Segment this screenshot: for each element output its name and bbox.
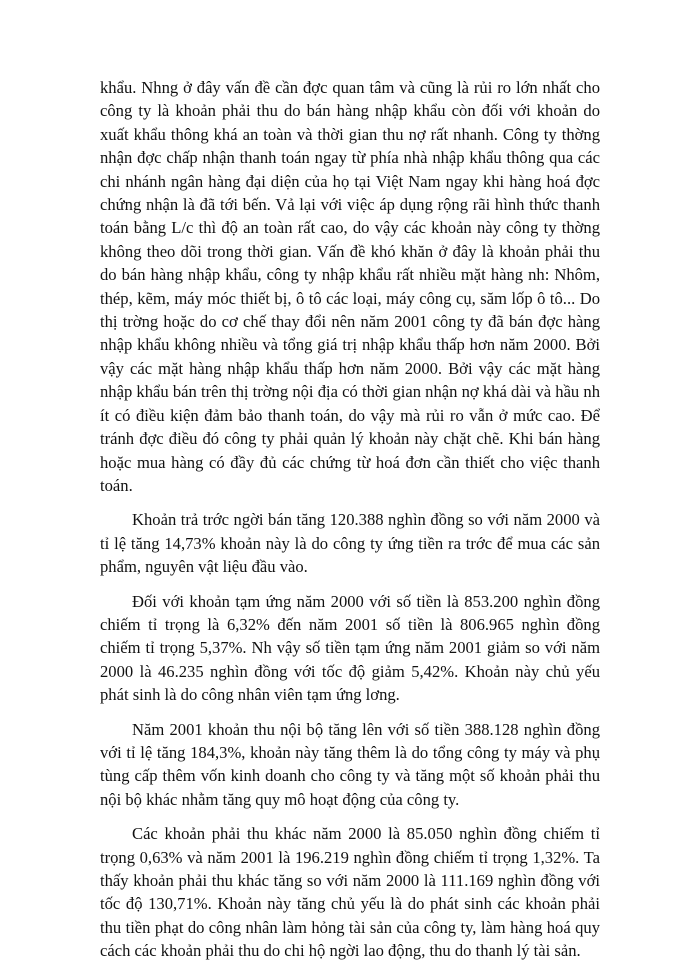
- paragraph-receivables-import: khẩu. Nhng ở đây vấn đề cần đợc quan tâm và cũng là rủi ro lớn nhất cho công ty là khoản phải thu do bán hàng nhập khẩu còn đối với khoản do xuất khẩu thông khá an toàn và thời gian thu nợ rất nhanh. Công ty thờng nhận đợc chấp nhận thanh toán ngay từ phía nhà nhập khẩu thông qua các chi nhánh ngân hàng đại diện của họ tại Việt Nam ngay khi hàng hoá đợc chứng nhận là đã tới bến. Vả lại với việc áp dụng rộng rãi hình thức thanh toán bằng L/c thì độ an toàn rất cao, do vậy các khoản này công ty thờng không theo dõi trong thời gian. Vấn đề khó khăn ở đây là khoản phải thu do bán hàng nhập khẩu, công ty nhập khẩu rất nhiều mặt hàng nh: Nhôm, thép, kẽm, máy móc thiết bị, ô tô các loại, máy công cụ, săm lốp ô tô... Do thị trờng hoặc do cơ chế thay đổi nên năm 2001 công ty đã bán đợc hàng nhập khẩu không nhiều và tổng giá trị nhập khẩu thấp hơn năm 2000. Bởi vậy các mặt hàng nhập khẩu thấp hơn năm 2000. Bởi vậy các mặt hàng nhập khẩu bán trên thị trờng nội địa có thời gian nhận nợ khá dài và hầu nh ít có điều kiện đảm bảo thanh toán, do vậy mà rủi ro vẫn ở mức cao. Để tránh đợc điều đó công ty phải quản lý khoản này chặt chẽ. Khi bán hàng hoặc mua hàng có đầy đủ các chứng từ hoá đơn cần thiết cho việc thanh toán.: [100, 78, 600, 495]
- paragraph-prepayment-suppliers: Khoản trả trớc ngời bán tăng 120.388 nghìn đồng so với năm 2000 và tỉ lệ tăng 14,73% khoản này là do công ty ứng tiền ra trớc để mua các sản phẩm, nguyên vật liệu đầu vào.: [100, 510, 600, 577]
- paragraph-internal-receivables: Năm 2001 khoản thu nội bộ tăng lên với số tiền 388.128 nghìn đồng với tỉ lệ tăng 184,3%, khoản này tăng thêm là do tổng công ty máy và phụ tùng cấp thêm vốn kinh doanh cho công ty và tăng một số khoản phải thu nội bộ khác nhằm tăng quy mô hoạt động của công ty.: [100, 719, 600, 809]
- paragraph-advances: Đối với khoản tạm ứng năm 2000 với số tiền là 853.200 nghìn đồng chiếm tỉ trọng là 6,32% đến năm 2001 số tiền là 806.965 nghìn đồng chiếm tỉ trọng 5,37%. Nh vậy số tiền tạm ứng năm 2001 giảm so với năm 2000 là 46.235 nghìn đồng với tốc độ giảm 5,42%. Khoản này chủ yếu phát sinh là do công nhân viên tạm ứng lơng.: [100, 591, 600, 705]
- paragraph-other-receivables: Các khoản phải thu khác năm 2000 là 85.050 nghìn đồng chiếm tỉ trọng 0,63% và năm 2001 là 196.219 nghìn đồng chiếm tỉ trọng 1,32%. Ta thấy khoản phải thu khác tăng so với năm 2000 là 111.169 nghìn đồng với tốc độ 130,71%. Khoản này tăng chủ yếu là do phát sinh các khoản phải thu tiền phạt do công nhân làm hỏng tài sản của công ty, làm hàng hoá quy cách các khoản phải thu do chi hộ ngời lao động, thu do thanh lý tài sản.: [100, 824, 600, 961]
- body-text: [100, 76, 600, 974]
